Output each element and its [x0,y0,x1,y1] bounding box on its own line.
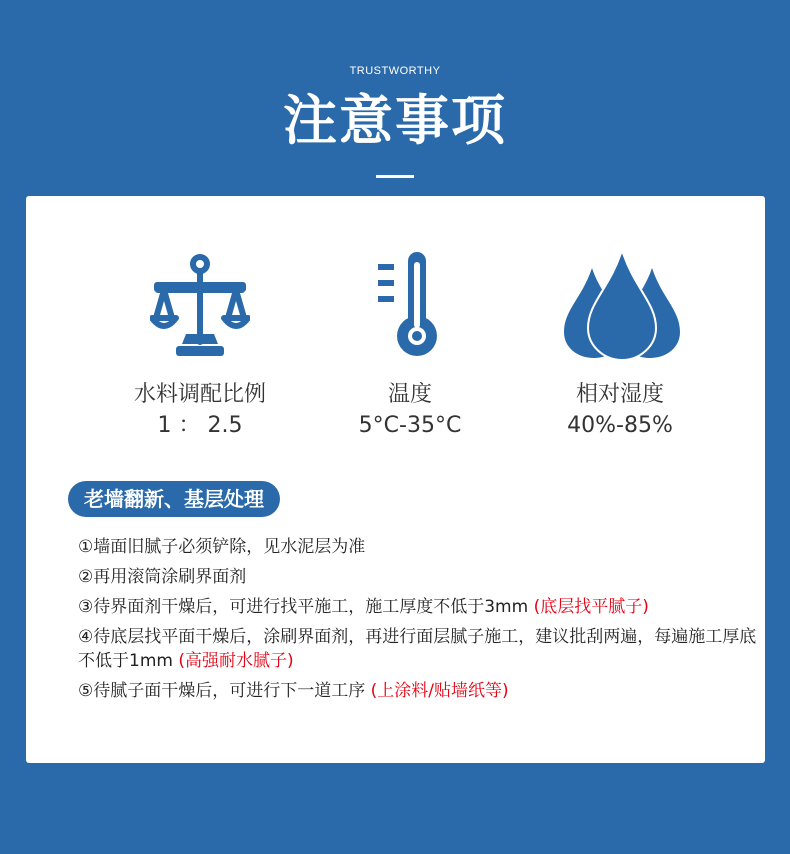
step-highlight: (底层找平腻子) [533,597,649,617]
param-value-humidity: 40%-85% [567,413,673,438]
param-value-ratio: 1 ： 2.5 [157,413,243,438]
param-title-temperature: 温度 [387,382,432,407]
thermometer-icon [374,248,444,363]
section-badge: 老墙翻新、基层处理 [68,481,280,517]
step-text: ⑤待腻子面干燥后，可进行下一道工序 [78,681,371,701]
step-highlight: (高强耐水腻子) [178,651,294,671]
param-title-ratio: 水料调配比例 [133,382,266,407]
water-drops-icon [562,248,682,363]
balance-scale-icon [150,252,250,362]
step-item [78,679,758,703]
step-item [78,595,758,619]
step-highlight: (上涂料/贴墙纸等) [370,681,509,701]
step-item [78,535,758,559]
step-text: ②再用滚筒涂刷界面剂 [78,567,247,587]
step-item [78,625,758,673]
param-title-humidity: 相对湿度 [575,382,664,407]
page-title: 注意事项 [283,89,507,152]
step-item [78,565,758,589]
steps-list [78,535,758,709]
step-text: ③待界面剂干燥后，可进行找平施工，施工厚度不低于3mm [78,597,534,617]
step-text: ④待底层找平面干燥后，涂刷界面剂，再进行面层腻子施工，建议批刮两遍，每遍施工厚底不低于1mm [78,627,757,671]
step-text: ①墙面旧腻子必须铲除，见水泥层为准 [78,537,366,557]
param-value-temperature: 5°C-35°C [358,413,462,438]
title-divider [376,175,414,178]
eyebrow-text: TRUSTWORTHY [349,65,441,77]
